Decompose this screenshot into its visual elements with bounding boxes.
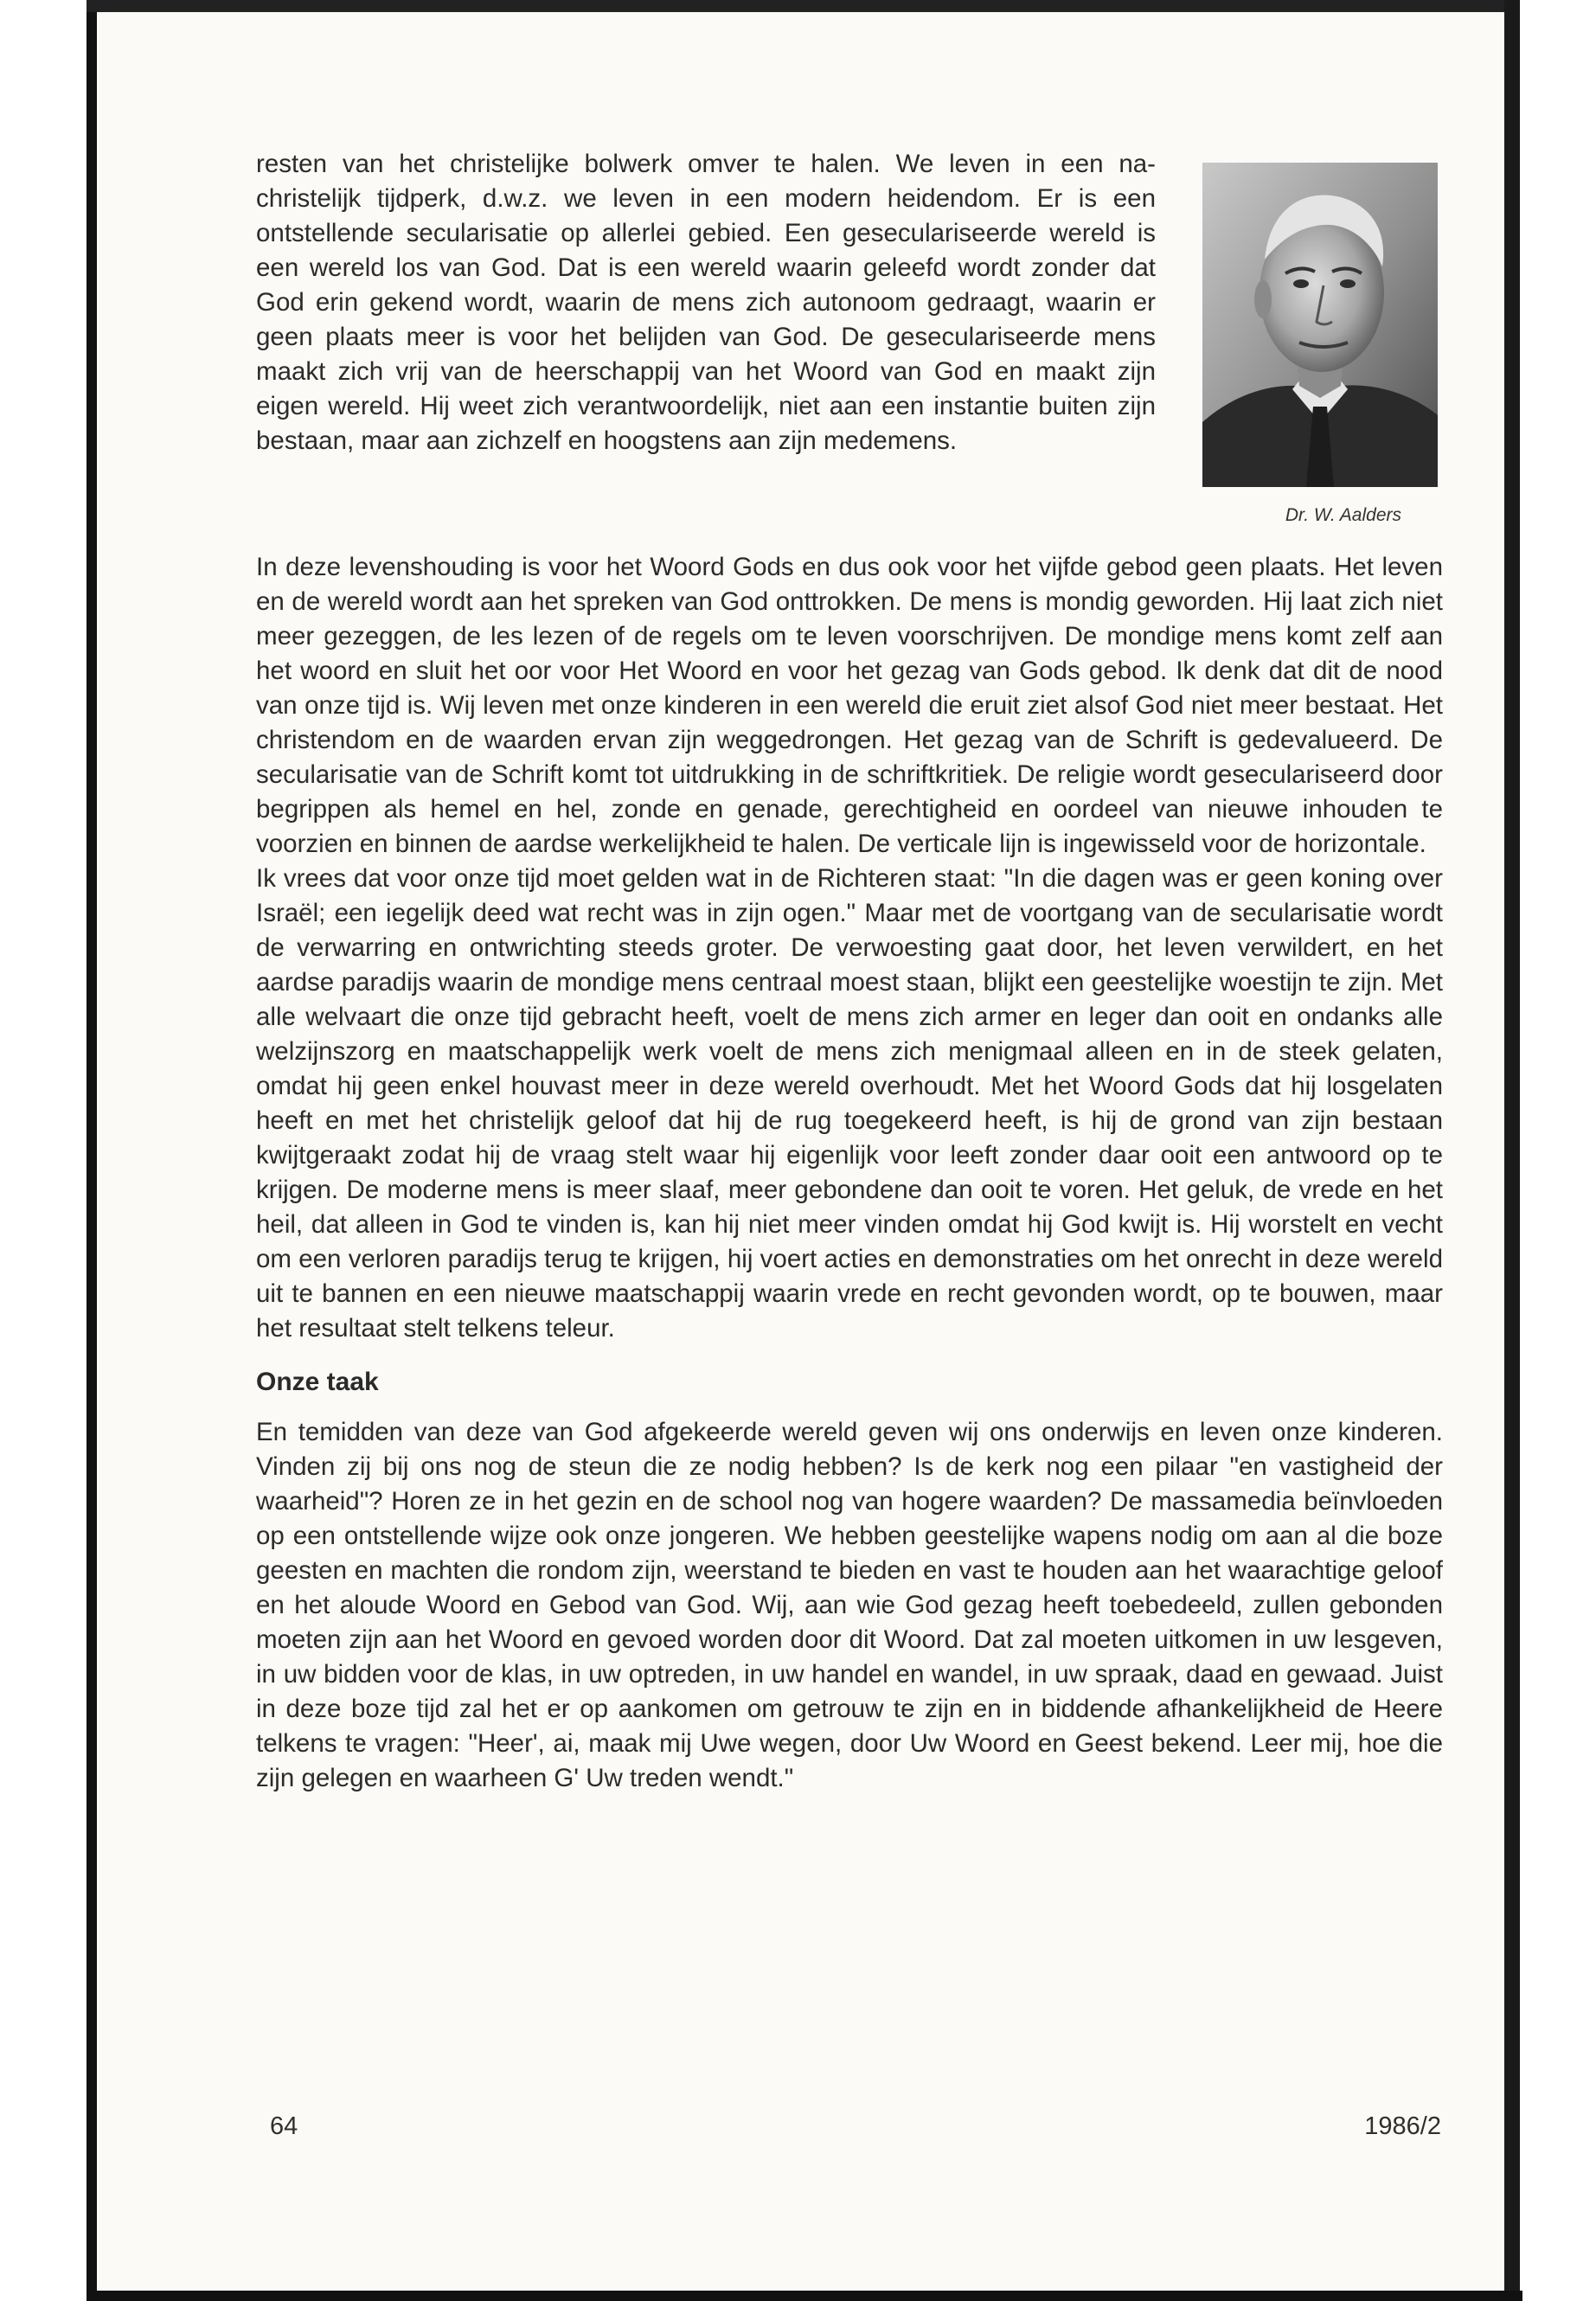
scan-edge-bottom bbox=[87, 2291, 1522, 2301]
scan-edge-left bbox=[87, 0, 97, 2301]
paragraph-richteren: Ik vrees dat voor onze tijd moet gelden wat in de Richteren staat: "In die dagen was er geen koning over Israël; een iegelijk deed wat recht was in zijn ogen." Maar met de voortgang van de secularisatie wordt de verwarring en ontwrichting steeds groter. De verwoesting gaat door, het leven verwildert, en het aardse paradijs waarin de mondige mens centraal moest staan, blijkt een geestelijke woestijn te zijn. Met alle welvaart die onze tijd gebracht heeft, voelt de mens zich armer en leger dan ooit en ondanks alle welzijnszorg en maatschappelijk werk voelt de mens zich menigmaal alleen en in de steek gelaten, omdat hij geen enkel houvast meer in deze wereld overhoudt. Met het Woord Gods dat hij losgelaten heeft en met het christelijk geloof dat hij de rug toegekeerd heeft, is hij de grond van zijn bestaan kwijtgeraakt zodat hij de vraag stelt waar hij eigenlijk voor leeft zonder daar ooit een antwoord op te krijgen. De moderne mens is meer slaaf, meer gebondene dan ooit te voren. Het geluk, de vrede en het heil, dat alleen in God te vinden is, kan hij niet meer vinden omdat hij God kwijt is. Hij worstelt en vecht om een verloren paradijs terug te krijgen, hij voert acties en demonstraties om het onrecht in deze wereld uit te bannen en een nieuwe maatschappij waarin vrede en recht gevonden wordt, op te bouwen, maar het resultaat stelt telkens teleur. bbox=[256, 864, 1443, 1343]
section-heading: Onze taak bbox=[256, 1368, 379, 1396]
issue-number: 1986/2 bbox=[1364, 2112, 1441, 2140]
author-photo-block bbox=[1202, 163, 1438, 527]
paragraph-levenshouding: In deze levenshouding is voor het Woord Gods en dus ook voor het vijfde gebod geen plaats. Het leven en de wereld wordt aan het spreken van God onttrokken. De mens is mondig geworden. Hij laat zich niet meer gezeggen, de les lezen of de regels om te leven voorschrijven. De mondige mens komt zelf aan het woord en sluit het oor voor Het Woord en voor het gezag van Gods gebod. Ik denk dat dit de nood van onze tijd is. Wij leven met onze kinderen in een wereld die eruit ziet alsof God niet meer bestaat. Het christendom en de waarden ervan zijn weggedrongen. Het gezag van de Schrift is gedevalueerd. De secularisatie van de Schrift komt tot uitdrukking in de schriftkritiek. De religie wordt geseculariseerd door begrippen als hemel en hel, zonde en genade, gerechtigheid en oordeel van nieuwe inhouden te voorzien en binnen de aardse werkelijkheid te halen. De verticale lijn is ingewisseld voor de horizontale. bbox=[256, 553, 1443, 858]
intro-block bbox=[256, 147, 1443, 550]
page-number: 64 bbox=[270, 2112, 298, 2140]
intro-paragraph: resten van het christelijke bolwerk omver te halen. We leven in een na-christelijk tijdperk, d.w.z. we leven in een modern heidendom. Er is een ontstellende secularisatie op allerlei gebied. Een geseculariseerde wereld is een wereld los van God. Dat is een wereld waarin geleefd wordt zonder dat God erin gekend wordt, waarin de mens zich autonoom gedraagt, waarin er geen plaats meer is voor het belijden van God. De geseculariseerde mens maakt zich vrij van de heerschappij van het Woord van God en maakt zijn eigen wereld. Hij weet zich verantwoordelijk, niet aan een instantie buiten zijn bestaan, maar aan zichzelf en hoogstens aan zijn medemens. bbox=[256, 150, 1156, 455]
photo-caption: Dr. W. Aalders bbox=[1285, 505, 1401, 525]
scan-edge-top bbox=[87, 0, 1505, 12]
author-portrait-photo bbox=[1202, 163, 1438, 487]
scan-edge-right bbox=[1504, 0, 1520, 2301]
article-body bbox=[256, 147, 1443, 1796]
paragraph-onze-taak: En temidden van deze van God afgekeerde wereld geven wij ons onderwijs en leven onze kinderen. Vinden zij bij ons nog de steun die ze nodig hebben? Is de kerk nog een pilaar "en vastigheid der waarheid"? Horen ze in het gezin en de school nog van hogere waarden? De massamedia beïnvloeden op een ontstellende wijze ook onze jongeren. We hebben geestelijke wapens nodig om aan al die boze geesten en machten die rondom zijn, weerstand te bieden en vast te houden aan het waarachtige geloof en het aloude Woord en Gebod van God. Wij, aan wie God gezag heeft toebedeeld, zullen gebonden moeten zijn aan het Woord en gevoed worden door dit Woord. Dat zal moeten uitkomen in uw lesgeven, in uw bidden voor de klas, in uw optreden, in uw handel en wandel, in uw spraak, daad en gewaad. Juist in deze boze tijd zal het er op aankomen om getrouw te zijn en in biddende afhankelijkheid de Heere telkens te vragen: "Heer', ai, maak mij Uwe wegen, door Uw Woord en Geest bekend. Leer mij, hoe die zijn gelegen en waarheen G' Uw treden wendt." bbox=[256, 1418, 1443, 1792]
